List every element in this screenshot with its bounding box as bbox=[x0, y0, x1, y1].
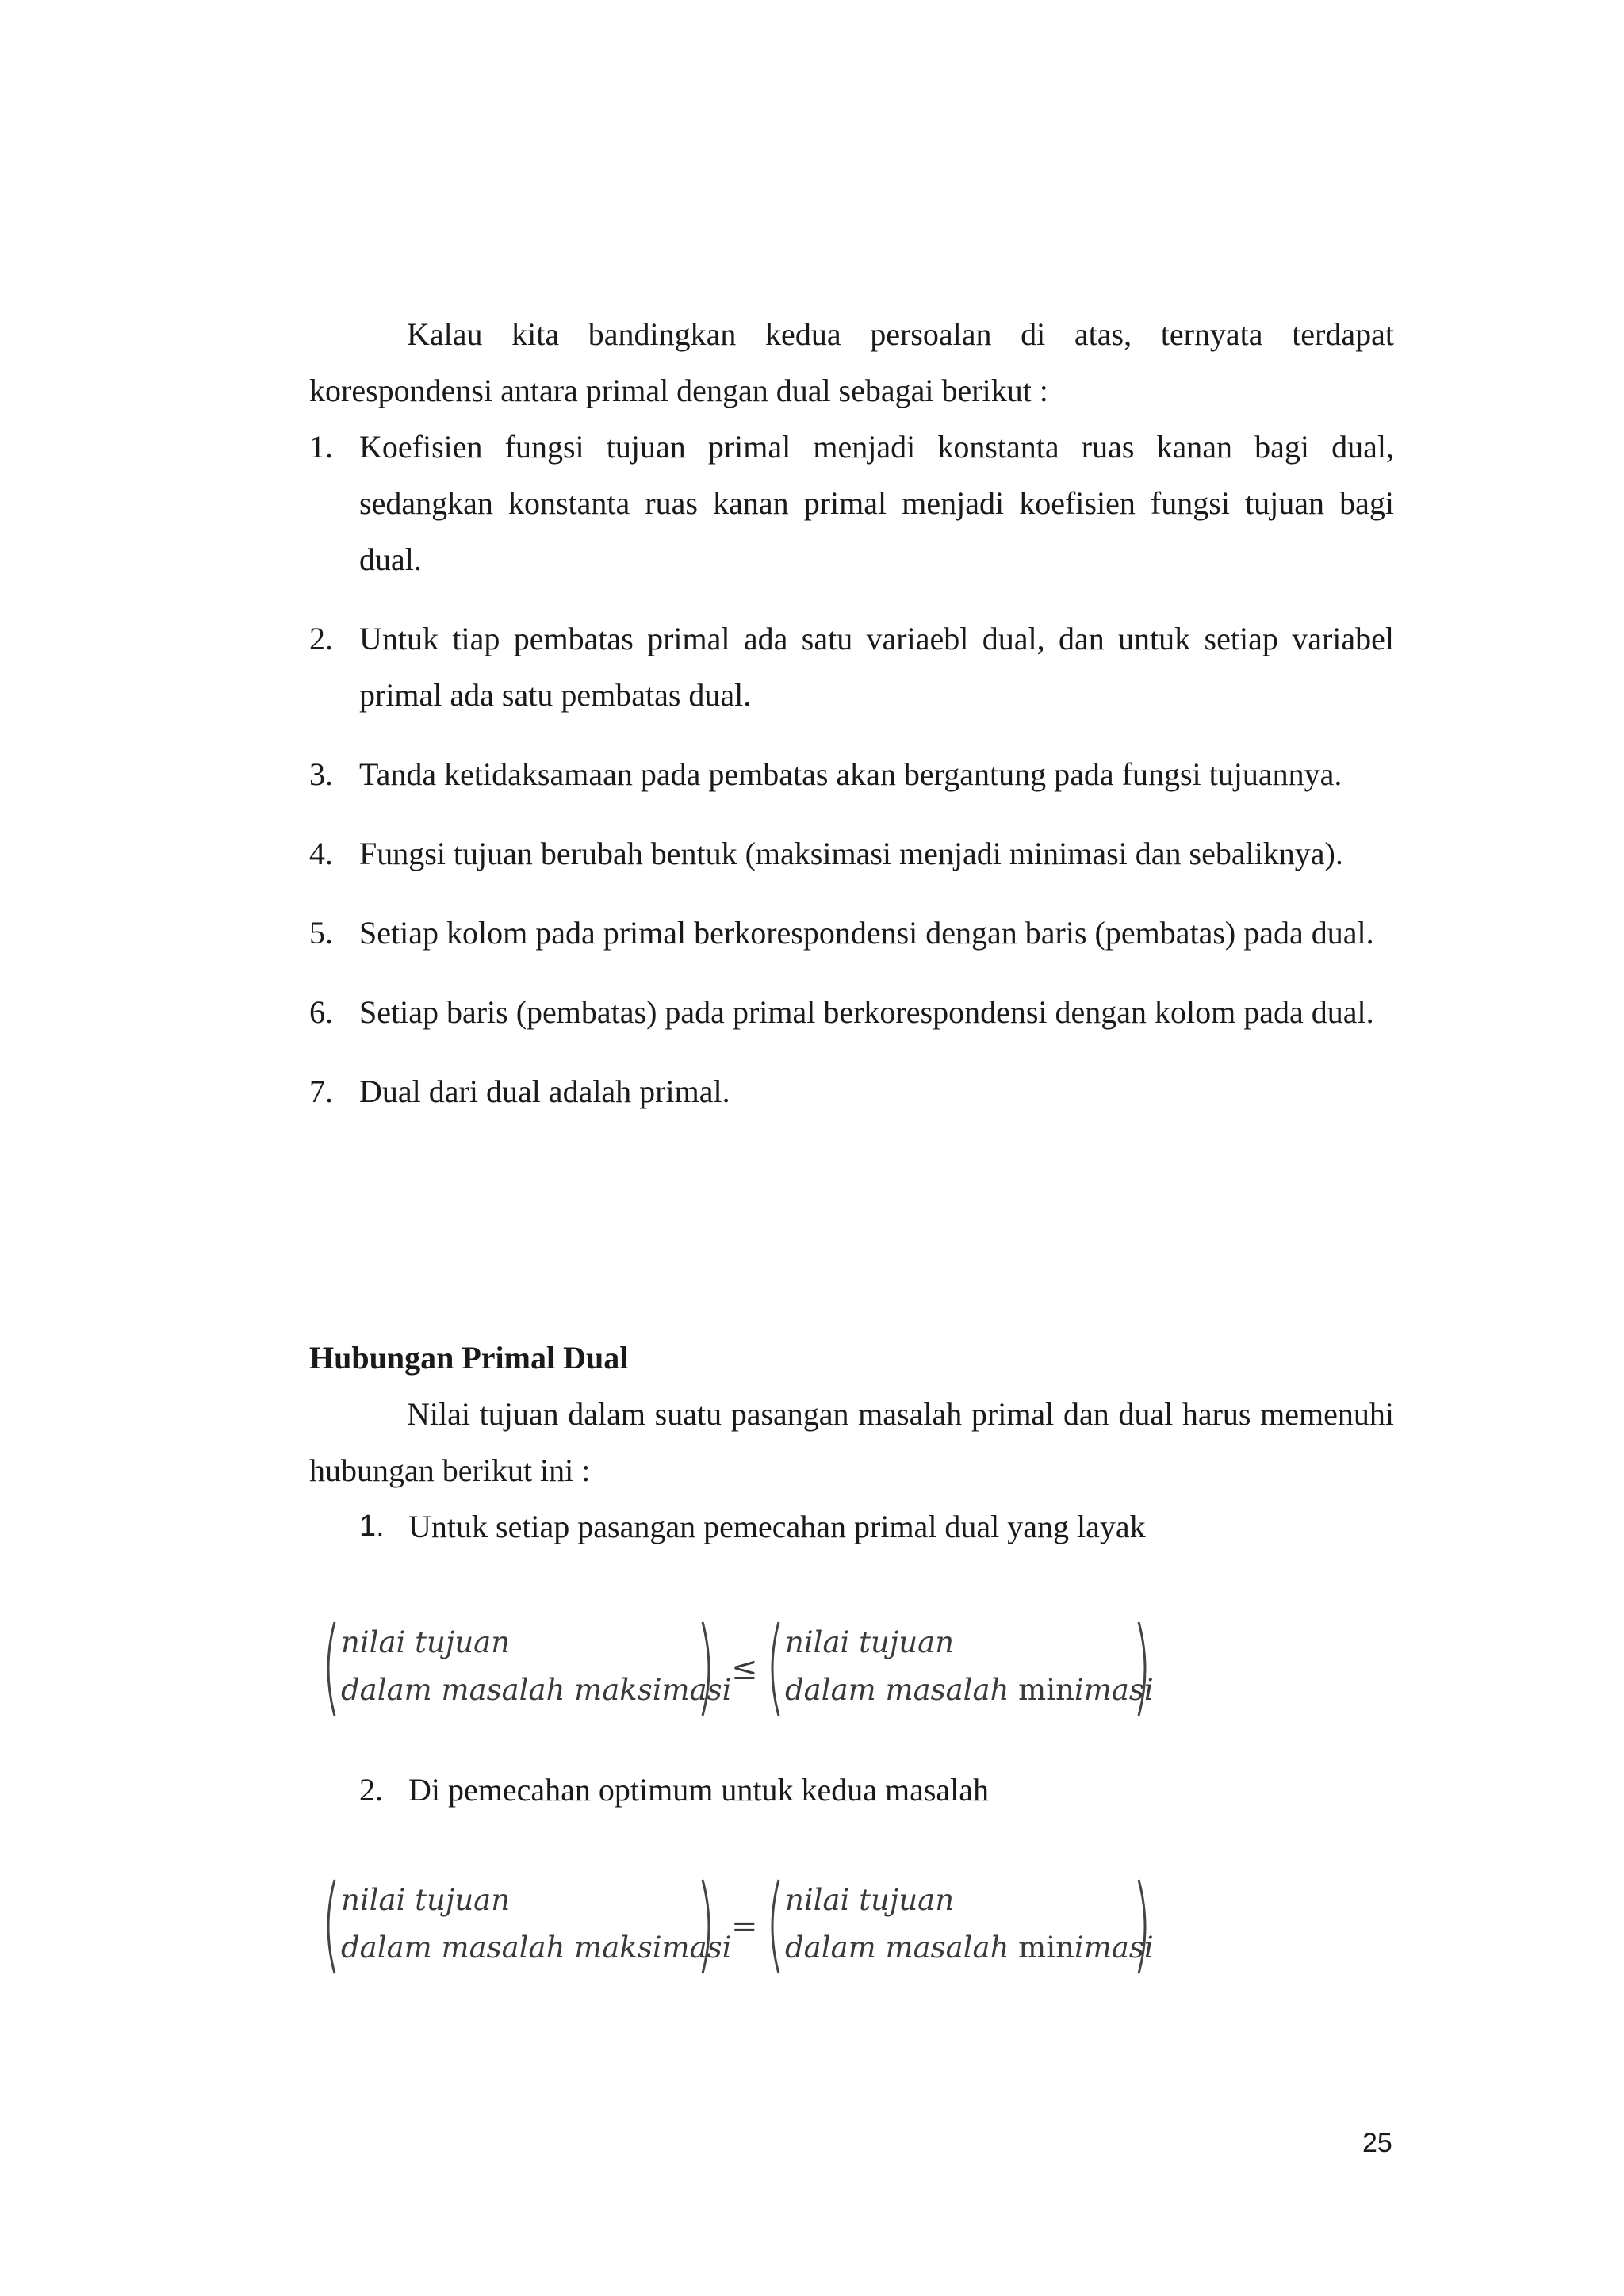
formula-text: dalam masalah maksimasi bbox=[341, 1931, 732, 1965]
list-item bbox=[309, 825, 1394, 882]
section-body bbox=[309, 1386, 1394, 1555]
list-item-number: 3. bbox=[309, 756, 333, 792]
correspondence-list bbox=[309, 419, 1394, 1119]
formula-text: nilai tujuan bbox=[785, 1883, 955, 1917]
list-item-number: 5. bbox=[309, 915, 333, 951]
formula-text: dalam masalah minimasi bbox=[785, 1931, 1154, 1965]
intro-paragraph: Kalau kita bandingkan kedua persoalan di atas, ternyata terdapat korespondensi antara primal dengan dual sebagai berikut : bbox=[309, 316, 1394, 408]
list-item-number: 4. bbox=[309, 836, 333, 871]
list-item-number: 2. bbox=[309, 621, 333, 656]
section-heading: Hubungan Primal Dual bbox=[309, 1340, 629, 1376]
section-item-number: 1. bbox=[359, 1510, 385, 1543]
formula-text: nilai tujuan bbox=[341, 1625, 511, 1659]
section-paragraph: Nilai tujuan dalam suatu pasangan masalah primal dan dual harus memenuhi hubungan berikut ini : bbox=[309, 1396, 1394, 1488]
intro-section bbox=[309, 306, 1394, 1119]
right-parenthesized-term bbox=[764, 1877, 1153, 1976]
list-item-number: 7. bbox=[309, 1073, 333, 1109]
list-item bbox=[309, 746, 1394, 802]
list-item-number: 1. bbox=[309, 429, 333, 465]
left-parenthesized-term bbox=[320, 1619, 732, 1719]
list-item bbox=[309, 1063, 1394, 1119]
formula-text: dalam masalah minimasi bbox=[785, 1673, 1154, 1707]
section-item bbox=[359, 1762, 1394, 1818]
list-item bbox=[309, 419, 1394, 587]
section-item-text: Untuk setiap pasangan pemecahan primal dual yang layak bbox=[408, 1509, 1146, 1544]
list-item-text: Setiap baris (pembatas) pada primal berkorespondensi dengan kolom pada dual. bbox=[359, 994, 1374, 1030]
section-body-2 bbox=[309, 1762, 1394, 1818]
section-item-text: Di pemecahan optimum untuk kedua masalah bbox=[408, 1772, 990, 1808]
list-item-number: 6. bbox=[309, 994, 333, 1030]
equality-formula bbox=[320, 1877, 1153, 1976]
list-item-text: Dual dari dual adalah primal. bbox=[359, 1073, 730, 1109]
list-item-text: Koefisien fungsi tujuan primal menjadi konstanta ruas kanan bagi dual, sedangkan konstanta ruas kanan primal menjadi koefisien fungsi tujuan bagi dual. bbox=[359, 429, 1394, 577]
formula-text: nilai tujuan bbox=[341, 1883, 511, 1917]
equals-operator: = bbox=[731, 1908, 758, 1945]
list-item-text: Untuk tiap pembatas primal ada satu variaebl dual, dan untuk setiap variabel primal ada satu pembatas dual. bbox=[359, 621, 1394, 713]
formula-text: nilai tujuan bbox=[785, 1625, 955, 1659]
less-equal-operator: ≤ bbox=[731, 1651, 758, 1687]
section-item bbox=[359, 1498, 1394, 1555]
section-item-number: 2. bbox=[359, 1772, 383, 1808]
list-item bbox=[309, 905, 1394, 961]
list-item-text: Fungsi tujuan berubah bentuk (maksimasi menjadi minimasi dan sebaliknya). bbox=[359, 836, 1343, 871]
inequality-formula bbox=[320, 1619, 1153, 1719]
formula-text: dalam masalah maksimasi bbox=[341, 1673, 732, 1707]
list-item bbox=[309, 610, 1394, 723]
list-item bbox=[309, 984, 1394, 1040]
left-parenthesized-term bbox=[320, 1877, 732, 1976]
list-item-text: Tanda ketidaksamaan pada pembatas akan bergantung pada fungsi tujuannya. bbox=[359, 756, 1342, 792]
page-number: 25 bbox=[1362, 2128, 1392, 2158]
right-parenthesized-term bbox=[764, 1619, 1153, 1719]
list-item-text: Setiap kolom pada primal berkorespondensi dengan baris (pembatas) pada dual. bbox=[359, 915, 1374, 951]
